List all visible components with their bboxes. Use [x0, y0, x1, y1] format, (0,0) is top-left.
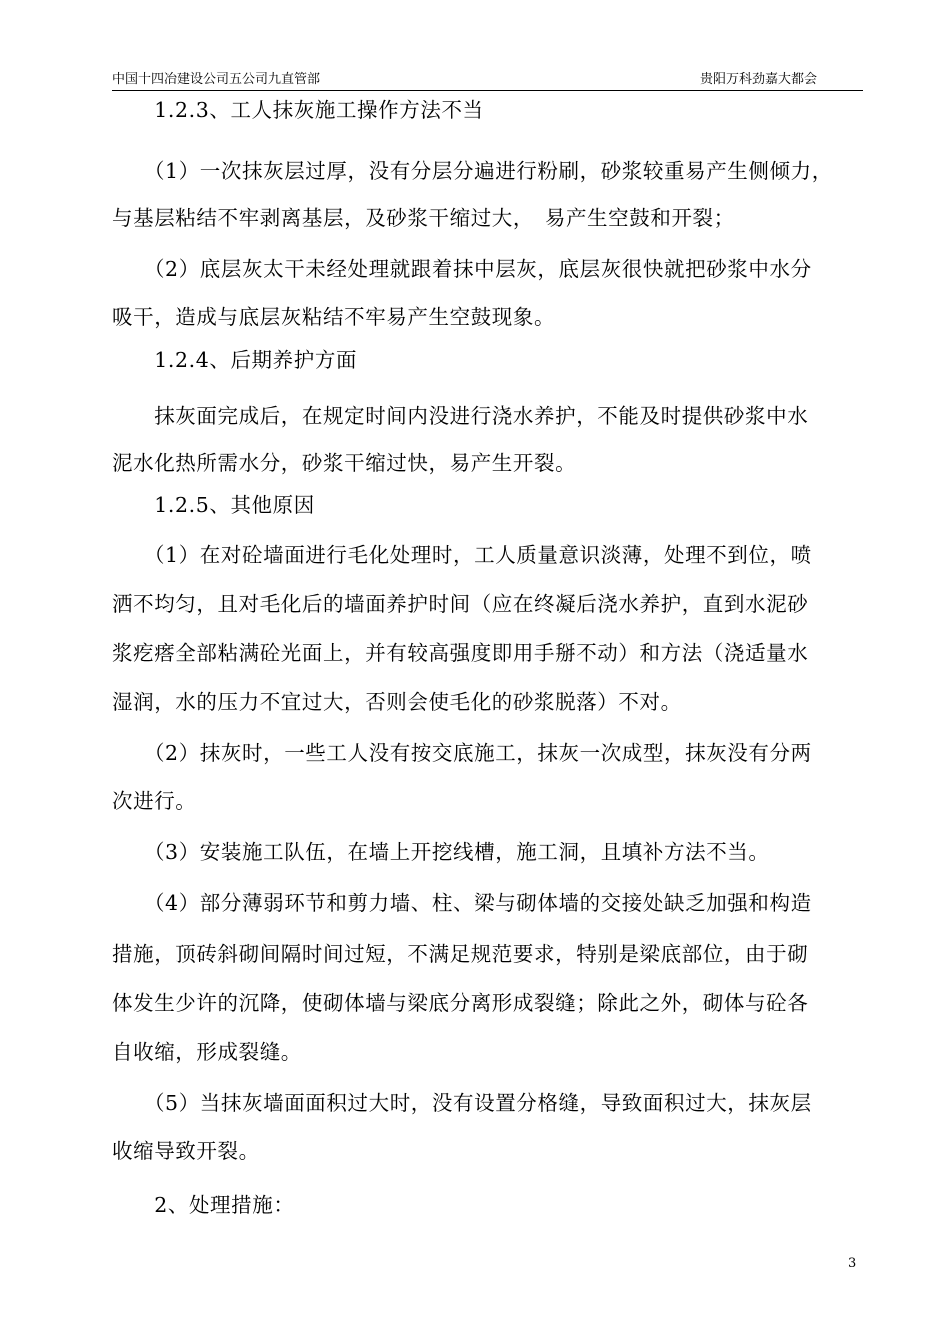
- line-heading-2: 2、处理措施：: [112, 1193, 295, 1217]
- paragraph-line: 洒不均匀，且对毛化后的墙面养护时间（应在终凝后浇水养护，直到水泥砂: [112, 592, 809, 616]
- header-project: 贵阳万科劲嘉大都会: [699, 72, 817, 87]
- paragraph-line: 次进行。: [112, 789, 197, 813]
- line-heading-1-2-5: 1.2.5、其他原因: [112, 493, 315, 517]
- paragraph-line: 泥水化热所需水分，砂浆干缩过快，易产生开裂。: [112, 451, 577, 475]
- paragraph-line: （2）抹灰时，一些工人没有按交底施工，抹灰一次成型，抹灰没有分两: [112, 741, 812, 765]
- paragraph-line: 体发生少许的沉降，使砌体墙与梁底分离形成裂缝；除此之外，砌体与砼各: [112, 991, 809, 1015]
- paragraph-line: 湿润，水的压力不宜过大，否则会使毛化的砂浆脱落）不对。: [112, 690, 682, 714]
- line-heading-1-2-3: 1.2.3、工人抹灰施工操作方法不当: [112, 98, 484, 122]
- paragraph-line: 抹灰面完成后，在规定时间内没进行浇水养护，不能及时提供砂浆中水: [112, 404, 809, 428]
- paragraph-line: （4）部分薄弱环节和剪力墙、柱、梁与砌体墙的交接处缺乏加强和构造: [112, 891, 812, 915]
- line-heading-1-2-4: 1.2.4、后期养护方面: [112, 348, 358, 372]
- paragraph-line: （3）安装施工队伍，在墙上开挖线槽，施工洞，且填补方法不当。: [112, 840, 770, 864]
- paragraph-line: 自收缩，形成裂缝。: [112, 1040, 302, 1064]
- paragraph-line: （5）当抹灰墙面面积过大时，没有设置分格缝，导致面积过大，抹灰层: [112, 1091, 812, 1115]
- page-number: 3: [848, 1256, 857, 1271]
- paragraph-line: （1）一次抹灰层过厚，没有分层分遍进行粉刷，砂浆较重易产生侧倾力，: [112, 159, 833, 183]
- paragraph-line: 与基层粘结不牢剥离基层，及砂浆干缩过大， 易产生空鼓和开裂；: [112, 206, 735, 230]
- paragraph-line: （1）在对砼墙面进行毛化处理时，工人质量意识淡薄，处理不到位，喷: [112, 543, 812, 567]
- paragraph-line: 吸干，造成与底层灰粘结不牢易产生空鼓现象。: [112, 305, 556, 329]
- header-company: 中国十四冶建设公司五公司九直管部: [112, 72, 321, 87]
- paragraph-line: 浆疙瘩全部粘满砼光面上，并有较高强度即用手掰不动）和方法（浇适量水: [112, 641, 809, 665]
- paragraph-line: 措施，顶砖斜砌间隔时间过短，不满足规范要求，特别是梁底部位，由于砌: [112, 942, 809, 966]
- paragraph-line: （2）底层灰太干未经处理就跟着抹中层灰，底层灰很快就把砂浆中水分: [112, 257, 812, 281]
- paragraph-line: 收缩导致开裂。: [112, 1139, 260, 1163]
